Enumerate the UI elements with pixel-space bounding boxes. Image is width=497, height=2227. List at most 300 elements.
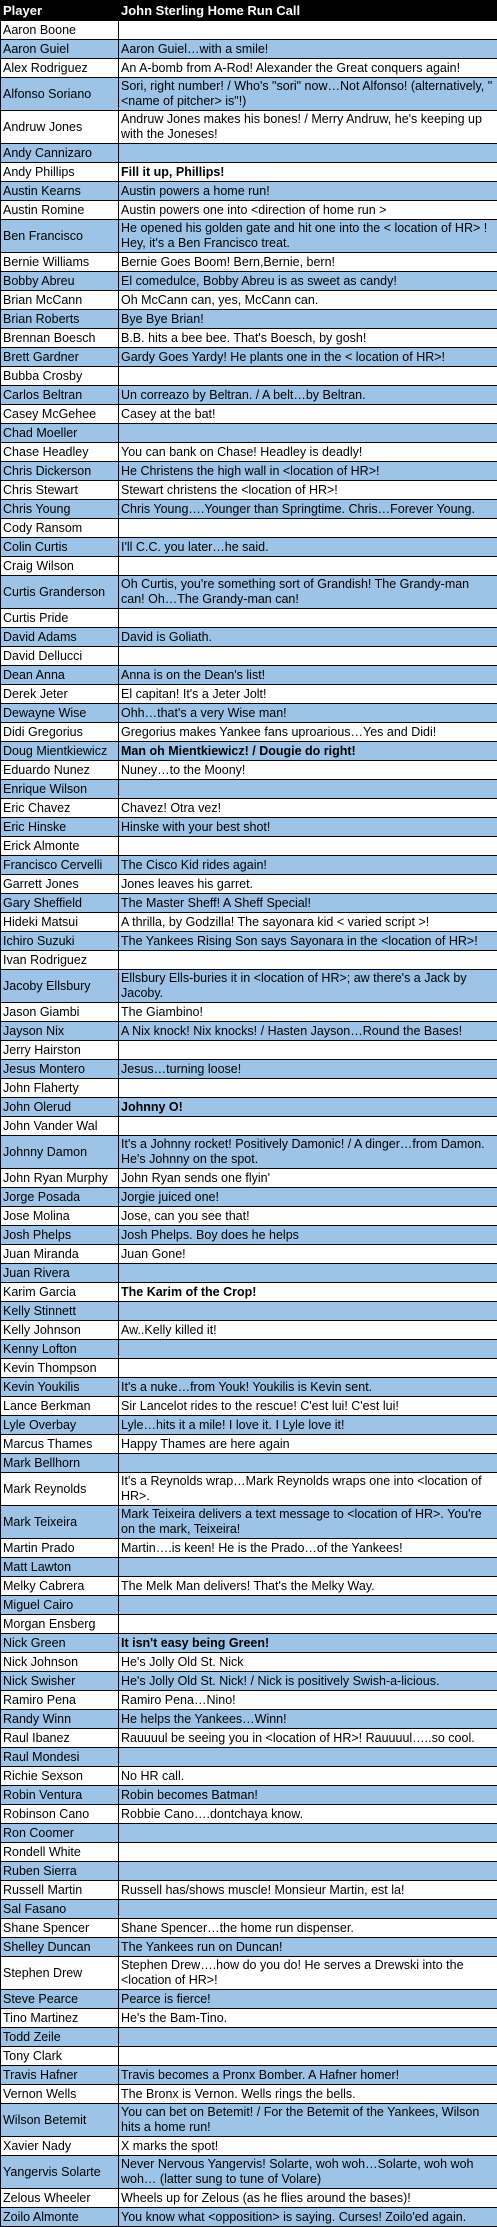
table-row — [1, 913, 497, 932]
call-cell: An A-bomb from A-Rod! Alexander the Great conquers again! — [119, 59, 497, 78]
player-cell: Alex Rodriguez — [1, 59, 119, 78]
player-cell: Jacoby Ellsbury — [1, 970, 119, 1003]
player-cell: Jorge Posada — [1, 1188, 119, 1207]
call-cell — [119, 557, 497, 576]
player-cell: Robinson Cano — [1, 1805, 119, 1824]
table-row — [1, 220, 497, 253]
call-cell — [119, 367, 497, 386]
player-cell: Aaron Guiel — [1, 40, 119, 59]
player-cell: Xavier Nady — [1, 2137, 119, 2156]
player-cell: Chris Dickerson — [1, 462, 119, 481]
player-cell: Chase Headley — [1, 443, 119, 462]
call-cell — [119, 2047, 497, 2066]
table-row — [1, 1473, 497, 1506]
table-row — [1, 2137, 497, 2156]
call-cell — [119, 1264, 497, 1283]
table-row — [1, 970, 497, 1003]
table-row — [1, 1691, 497, 1710]
player-cell: Nick Johnson — [1, 1653, 119, 1672]
call-cell — [119, 780, 497, 799]
call-cell: Chavez! Otra vez! — [119, 799, 497, 818]
call-cell: It's a Reynolds wrap…Mark Reynolds wraps one into <location of HR>. — [119, 1473, 497, 1506]
table-row — [1, 1672, 497, 1691]
table-row — [1, 1577, 497, 1596]
player-cell: John Vander Wal — [1, 1117, 119, 1136]
call-cell: Ramiro Pena…Nino! — [119, 1691, 497, 1710]
call-cell — [119, 1596, 497, 1615]
player-cell: Jesus Montero — [1, 1060, 119, 1079]
player-cell: Francisco Cervelli — [1, 856, 119, 875]
player-cell: Austin Romine — [1, 201, 119, 220]
call-cell: Pearce is fierce! — [119, 1990, 497, 2009]
call-cell — [119, 1302, 497, 1321]
table-row — [1, 1938, 497, 1957]
table-row — [1, 761, 497, 780]
call-cell: The Cisco Kid rides again! — [119, 856, 497, 875]
call-cell: A thrilla, by Godzilla! The sayonara kid < varied script >! — [119, 913, 497, 932]
call-cell: Anna is on the Dean's list! — [119, 666, 497, 685]
call-cell — [119, 1359, 497, 1378]
player-cell: Curtis Granderson — [1, 576, 119, 609]
call-cell — [119, 1824, 497, 1843]
table-row — [1, 1245, 497, 1264]
table-row — [1, 1188, 497, 1207]
call-cell: Johnny O! — [119, 1098, 497, 1117]
table-row — [1, 481, 497, 500]
player-cell: Andruw Jones — [1, 111, 119, 144]
table-row — [1, 666, 497, 685]
call-cell — [119, 1900, 497, 1919]
call-cell: Robbie Cano….dontchaya know. — [119, 1805, 497, 1824]
player-cell: Curtis Pride — [1, 609, 119, 628]
table-row — [1, 818, 497, 837]
player-cell: Aaron Boone — [1, 21, 119, 40]
table-row — [1, 1843, 497, 1862]
table-row — [1, 310, 497, 329]
call-cell: Chris Young….Younger than Springtime. Chris…Forever Young. — [119, 500, 497, 519]
table-row — [1, 78, 497, 111]
call-cell: I'll C.C. you later…he said. — [119, 538, 497, 557]
player-cell: Zelous Wheeler — [1, 2189, 119, 2208]
call-cell — [119, 519, 497, 538]
player-cell: Ramiro Pena — [1, 1691, 119, 1710]
table-row — [1, 1786, 497, 1805]
table-row — [1, 1729, 497, 1748]
player-cell: Gary Sheffield — [1, 894, 119, 913]
table-row — [1, 1634, 497, 1653]
player-cell: Lance Berkman — [1, 1397, 119, 1416]
call-cell: John Ryan sends one flyin' — [119, 1169, 497, 1188]
table-row — [1, 1264, 497, 1283]
table-row — [1, 1098, 497, 1117]
player-cell: Morgan Ensberg — [1, 1615, 119, 1634]
player-cell: Yangervis Solarte — [1, 2156, 119, 2189]
call-cell: Austin powers a home run! — [119, 182, 497, 201]
table-row — [1, 1596, 497, 1615]
call-cell: Bye Bye Brian! — [119, 310, 497, 329]
table-row — [1, 443, 497, 462]
player-cell: Lyle Overbay — [1, 1416, 119, 1435]
player-cell: Jose Molina — [1, 1207, 119, 1226]
call-cell: Josh Phelps. Boy does he helps — [119, 1226, 497, 1245]
table-row — [1, 1022, 497, 1041]
call-cell — [119, 1615, 497, 1634]
player-cell: Doug Mientkiewicz — [1, 742, 119, 761]
table-row — [1, 1506, 497, 1539]
player-cell: Colin Curtis — [1, 538, 119, 557]
player-cell: Raul Ibanez — [1, 1729, 119, 1748]
table-row — [1, 685, 497, 704]
table-row — [1, 742, 497, 761]
table-row — [1, 1862, 497, 1881]
table-row — [1, 272, 497, 291]
table-row — [1, 367, 497, 386]
call-cell: Ohh…that's a very Wise man! — [119, 704, 497, 723]
player-cell: Travis Hafner — [1, 2066, 119, 2085]
call-cell: It's a nuke…from Youk! Youkilis is Kevin sent. — [119, 1378, 497, 1397]
table-row — [1, 1653, 497, 1672]
call-cell — [119, 1079, 497, 1098]
table-row — [1, 1302, 497, 1321]
player-cell: Randy Winn — [1, 1710, 119, 1729]
call-cell: Ellsbury Ells-buries it in <location of HR>; aw there's a Jack by Jacoby. — [119, 970, 497, 1003]
table-row — [1, 2189, 497, 2208]
table-row — [1, 1454, 497, 1473]
call-cell: The Yankees run on Duncan! — [119, 1938, 497, 1957]
table-row — [1, 2104, 497, 2137]
call-cell — [119, 2028, 497, 2047]
call-cell — [119, 144, 497, 163]
call-cell: El comedulce, Bobby Abreu is as sweet as candy! — [119, 272, 497, 291]
call-cell: The Karim of the Crop! — [119, 1283, 497, 1302]
call-cell: Jorgie juiced one! — [119, 1188, 497, 1207]
player-cell: Tony Clark — [1, 2047, 119, 2066]
player-cell: Raul Mondesi — [1, 1748, 119, 1767]
table-row — [1, 386, 497, 405]
call-cell: Juan Gone! — [119, 1245, 497, 1264]
call-cell — [119, 609, 497, 628]
player-cell: Wilson Betemit — [1, 2104, 119, 2137]
table-row — [1, 538, 497, 557]
call-cell: He's Jolly Old St. Nick — [119, 1653, 497, 1672]
player-cell: Kevin Youkilis — [1, 1378, 119, 1397]
call-cell: The Melk Man delivers! That's the Melky Way. — [119, 1577, 497, 1596]
table-row — [1, 704, 497, 723]
player-cell: Juan Rivera — [1, 1264, 119, 1283]
player-cell: John Ryan Murphy — [1, 1169, 119, 1188]
player-cell: Chris Young — [1, 500, 119, 519]
call-cell: Bernie Goes Boom! Bern,Bernie, bern! — [119, 253, 497, 272]
table-row — [1, 2208, 497, 2227]
table-row — [1, 780, 497, 799]
player-cell: Juan Miranda — [1, 1245, 119, 1264]
call-cell — [119, 1843, 497, 1862]
table-row — [1, 1397, 497, 1416]
call-cell: X marks the spot! — [119, 2137, 497, 2156]
player-cell: Bobby Abreu — [1, 272, 119, 291]
table-row — [1, 519, 497, 538]
call-cell: Jones leaves his garret. — [119, 875, 497, 894]
table-row — [1, 1990, 497, 2009]
call-cell — [119, 837, 497, 856]
table-row — [1, 1060, 497, 1079]
table-row — [1, 348, 497, 367]
player-cell: Ben Francisco — [1, 220, 119, 253]
player-cell: Erick Almonte — [1, 837, 119, 856]
call-cell: The Bronx is Vernon. Wells rings the bells. — [119, 2085, 497, 2104]
call-cell: Hinske with your best shot! — [119, 818, 497, 837]
table-row — [1, 1117, 497, 1136]
player-cell: Ron Coomer — [1, 1824, 119, 1843]
table-row — [1, 557, 497, 576]
player-cell: Todd Zeile — [1, 2028, 119, 2047]
player-cell: Dewayne Wise — [1, 704, 119, 723]
call-cell: He Christens the high wall in <location of HR>! — [119, 462, 497, 481]
player-cell: Brett Gardner — [1, 348, 119, 367]
call-cell: It's a Johnny rocket! Positively Damonic! / A dinger…from Damon. He's Johnny on the spot. — [119, 1136, 497, 1169]
table-row — [1, 291, 497, 310]
player-cell: Chris Stewart — [1, 481, 119, 500]
player-cell: Johnny Damon — [1, 1136, 119, 1169]
call-cell: He opened his golden gate and hit one into the < location of HR> ! Hey, it's a Ben Francisco treat. — [119, 220, 497, 253]
player-cell: Kevin Thompson — [1, 1359, 119, 1378]
table-row — [1, 1340, 497, 1359]
player-cell: Rondell White — [1, 1843, 119, 1862]
player-cell: Marcus Thames — [1, 1435, 119, 1454]
call-cell — [119, 647, 497, 666]
call-cell: Stephen Drew….how do you do! He serves a Drewski into the <location of HR>! — [119, 1957, 497, 1990]
player-cell: Eric Chavez — [1, 799, 119, 818]
call-cell: Oh Curtis, you're something sort of Grandish! The Grandy-man can! Oh…The Grandy-man can! — [119, 576, 497, 609]
call-cell: Casey at the bat! — [119, 405, 497, 424]
call-cell: He's Jolly Old St. Nick! / Nick is positively Swish-a-licious. — [119, 1672, 497, 1691]
player-cell: Shelley Duncan — [1, 1938, 119, 1957]
table-row — [1, 1207, 497, 1226]
call-cell — [119, 1340, 497, 1359]
player-cell: David Dellucci — [1, 647, 119, 666]
player-cell: Ivan Rodriguez — [1, 951, 119, 970]
table-row — [1, 1539, 497, 1558]
table-row — [1, 2066, 497, 2085]
table-row — [1, 1957, 497, 1990]
call-cell: It isn't easy being Green! — [119, 1634, 497, 1653]
table-row — [1, 799, 497, 818]
player-cell: Vernon Wells — [1, 2085, 119, 2104]
table-row — [1, 1283, 497, 1302]
player-cell: Miguel Cairo — [1, 1596, 119, 1615]
call-cell: The Yankees Rising Son says Sayonara in the <location of HR>! — [119, 932, 497, 951]
table-row — [1, 2009, 497, 2028]
call-cell: Aaron Guiel…with a smile! — [119, 40, 497, 59]
call-column-header: John Sterling Home Run Call — [119, 1, 497, 21]
player-cell: Ichiro Suzuki — [1, 932, 119, 951]
call-cell: Aw..Kelly killed it! — [119, 1321, 497, 1340]
player-cell: Shane Spencer — [1, 1919, 119, 1938]
call-cell — [119, 1862, 497, 1881]
call-cell — [119, 951, 497, 970]
player-cell: Mark Bellhorn — [1, 1454, 119, 1473]
table-row — [1, 1748, 497, 1767]
player-cell: Enrique Wilson — [1, 780, 119, 799]
table-row — [1, 647, 497, 666]
call-cell: Rauuuul be seeing you in <location of HR>! Rauuuul…..so cool. — [119, 1729, 497, 1748]
call-cell — [119, 1117, 497, 1136]
player-cell: Mark Teixeira — [1, 1506, 119, 1539]
table-row — [1, 1079, 497, 1098]
table-body — [1, 21, 497, 2227]
call-cell: El capitan! It's a Jeter Jolt! — [119, 685, 497, 704]
table-row — [1, 2085, 497, 2104]
player-cell: Casey McGehee — [1, 405, 119, 424]
table-row — [1, 182, 497, 201]
call-cell — [119, 1454, 497, 1473]
call-cell — [119, 424, 497, 443]
table-row — [1, 932, 497, 951]
player-cell: Matt Lawton — [1, 1558, 119, 1577]
table-row — [1, 1359, 497, 1378]
player-cell: Russell Martin — [1, 1881, 119, 1900]
call-cell: The Giambino! — [119, 1003, 497, 1022]
player-cell: Bubba Crosby — [1, 367, 119, 386]
player-cell: Martin Prado — [1, 1539, 119, 1558]
table-row — [1, 1615, 497, 1634]
table-row — [1, 253, 497, 272]
player-cell: Tino Martinez — [1, 2009, 119, 2028]
table-row — [1, 1226, 497, 1245]
table-row — [1, 1169, 497, 1188]
call-cell: David is Goliath. — [119, 628, 497, 647]
player-cell: Eric Hinske — [1, 818, 119, 837]
player-cell: Alfonso Soriano — [1, 78, 119, 111]
table-row — [1, 1041, 497, 1060]
call-cell — [119, 21, 497, 40]
call-cell — [119, 1748, 497, 1767]
table-row — [1, 405, 497, 424]
call-cell: Russell has/shows muscle! Monsieur Martin, est la! — [119, 1881, 497, 1900]
player-cell: Steve Pearce — [1, 1990, 119, 2009]
table-row — [1, 875, 497, 894]
player-cell: Carlos Beltran — [1, 386, 119, 405]
table-row — [1, 163, 497, 182]
call-cell: Un correazo by Beltran. / A belt…by Beltran. — [119, 386, 497, 405]
call-cell: You know what <opposition> is saying. Curses! Zoilo'ed again. — [119, 2208, 497, 2227]
call-cell: Jesus…turning loose! — [119, 1060, 497, 1079]
table-row — [1, 1435, 497, 1454]
player-cell: Kenny Lofton — [1, 1340, 119, 1359]
player-cell: Stephen Drew — [1, 1957, 119, 1990]
table-row — [1, 1416, 497, 1435]
player-cell: Kelly Stinnett — [1, 1302, 119, 1321]
table-row — [1, 837, 497, 856]
player-cell: Bernie Williams — [1, 253, 119, 272]
table-row — [1, 59, 497, 78]
table-row — [1, 329, 497, 348]
call-cell — [119, 1558, 497, 1577]
player-cell: Richie Sexson — [1, 1767, 119, 1786]
call-cell — [119, 1041, 497, 1060]
table-row — [1, 1919, 497, 1938]
player-cell: Craig Wilson — [1, 557, 119, 576]
table-row — [1, 21, 497, 40]
table-row — [1, 1378, 497, 1397]
player-cell: Josh Phelps — [1, 1226, 119, 1245]
player-column-header: Player — [1, 1, 119, 21]
player-cell: Brian McCann — [1, 291, 119, 310]
call-cell: No HR call. — [119, 1767, 497, 1786]
table-row — [1, 1805, 497, 1824]
table-row — [1, 2028, 497, 2047]
call-cell: Robin becomes Batman! — [119, 1786, 497, 1805]
call-cell: Gardy Goes Yardy! He plants one in the < location of HR>! — [119, 348, 497, 367]
call-cell: A Nix knock! Nix knocks! / Hasten Jayson…Round the Bases! — [119, 1022, 497, 1041]
player-cell: Austin Kearns — [1, 182, 119, 201]
player-cell: Jerry Hairston — [1, 1041, 119, 1060]
player-cell: Derek Jeter — [1, 685, 119, 704]
player-cell: Didi Gregorius — [1, 723, 119, 742]
player-cell: Cody Ransom — [1, 519, 119, 538]
table-row — [1, 628, 497, 647]
call-cell: Man oh Mientkiewicz! / Dougie do right! — [119, 742, 497, 761]
player-cell: Brian Roberts — [1, 310, 119, 329]
call-cell: The Master Sheff! A Sheff Special! — [119, 894, 497, 913]
call-cell: Stewart christens the <location of HR>! — [119, 481, 497, 500]
table-row — [1, 111, 497, 144]
player-cell: Andy Cannizaro — [1, 144, 119, 163]
player-cell: Karim Garcia — [1, 1283, 119, 1302]
call-cell: Wheels up for Zelous (as he flies around the bases)! — [119, 2189, 497, 2208]
table-row — [1, 1767, 497, 1786]
player-cell: Nick Green — [1, 1634, 119, 1653]
table-row — [1, 1881, 497, 1900]
player-cell: Robin Ventura — [1, 1786, 119, 1805]
player-cell: Jason Giambi — [1, 1003, 119, 1022]
call-cell: Fill it up, Phillips! — [119, 163, 497, 182]
table-row — [1, 500, 497, 519]
player-cell: John Flaherty — [1, 1079, 119, 1098]
table-row — [1, 951, 497, 970]
call-cell: Jose, can you see that! — [119, 1207, 497, 1226]
player-cell: Jayson Nix — [1, 1022, 119, 1041]
table-row — [1, 40, 497, 59]
table-row — [1, 856, 497, 875]
table-row — [1, 1136, 497, 1169]
player-cell: Kelly Johnson — [1, 1321, 119, 1340]
player-cell: Zoilo Almonte — [1, 2208, 119, 2227]
call-cell: Sir Lancelot rides to the rescue! C'est lui! C'est lui! — [119, 1397, 497, 1416]
table-row — [1, 723, 497, 742]
call-cell: He helps the Yankees…Winn! — [119, 1710, 497, 1729]
call-cell: Travis becomes a Pronx Bomber. A Hafner homer! — [119, 2066, 497, 2085]
player-cell: Nick Swisher — [1, 1672, 119, 1691]
call-cell: You can bet on Betemit! / For the Betemit of the Yankees, Wilson hits a home run! — [119, 2104, 497, 2137]
player-cell: Ruben Sierra — [1, 1862, 119, 1881]
call-cell: Sori, right number! / Who's "sori" now…Not Alfonso! (alternatively, "<name of pitcher> is"!) — [119, 78, 497, 111]
call-cell: Shane Spencer…the home run dispenser. — [119, 1919, 497, 1938]
call-cell: Martin….is keen! He is the Prado…of the Yankees! — [119, 1539, 497, 1558]
table-row — [1, 1558, 497, 1577]
call-cell: He's the Bam-Tino. — [119, 2009, 497, 2028]
table-row — [1, 2156, 497, 2189]
table-row — [1, 424, 497, 443]
player-cell: Brennan Boesch — [1, 329, 119, 348]
table-row — [1, 894, 497, 913]
player-cell: Mark Reynolds — [1, 1473, 119, 1506]
table-row — [1, 1824, 497, 1843]
table-row — [1, 1900, 497, 1919]
table-row — [1, 1321, 497, 1340]
call-cell: B.B. hits a bee bee. That's Boesch, by gosh! — [119, 329, 497, 348]
table-row — [1, 201, 497, 220]
